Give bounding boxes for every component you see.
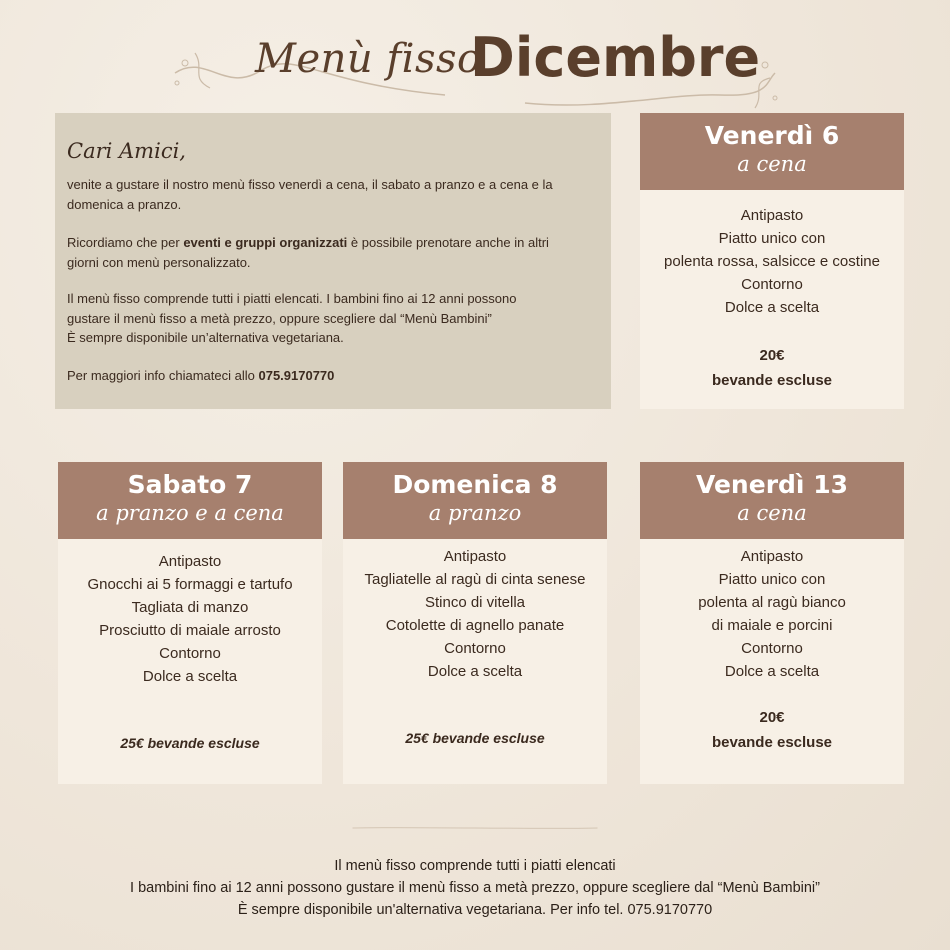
menu-item: Dolce a scelta [724,299,820,316]
menu-item: Piatto unico con [718,230,826,247]
intro-p3-line: gustare il menù fisso a metà prezzo, oppure scegliere dal “Menù Bambini” [67,310,492,326]
divider [230,827,720,829]
card-header [640,113,904,190]
footer-notes [0,855,950,921]
menu-item: Dolce a scelta [427,663,523,680]
card-header [640,462,904,539]
intro-p2-text-end: è possibile prenotare anche in altri giorni con menù personalizzato. [67,235,549,270]
card-venerdi-6 [640,113,904,409]
intro-p4-text: Per maggiori info chiamateci allo [67,368,259,383]
intro-p3-line: Il menù fisso comprende tutti i piatti elencati. I bambini fino ai 12 anni possono [67,291,517,306]
card-subtitle: a cena [737,501,807,525]
menu-item: polenta rossa, salsicce e costine [664,253,880,270]
menu-item: Antipasto [158,553,222,570]
intro-paragraph-1: venite a gustare il nostro menù fisso venerdì a cena, il sabato a pranzo e a cena e la domenica a pranzo. [67,177,553,212]
menu-item: Gnocchi ai 5 formaggi e tartufo [87,576,293,593]
header [0,18,950,98]
card-price: 25€ bevande escluse [405,730,545,746]
footer-line: Il menù fisso comprende tutti i piatti elencati [334,858,616,874]
card-menu-list [640,545,904,683]
card-price: 20€ [759,709,785,726]
month-title: Dicembre [470,26,761,89]
footer-line: È sempre disponibile un'alternativa vegetariana. Per info tel. 075.9170770 [237,902,713,918]
intro-paragraph-4 [67,366,587,386]
menu-item: Prosciutto di maiale arrosto [99,622,281,639]
card-subtitle: a cena [737,152,807,176]
menu-item: Contorno [741,276,803,293]
footer-line: I bambini fino ai 12 anni possono gustare il menù fisso a metà prezzo, oppure scegliere dal “Menù Bambini” [130,880,820,896]
phone-number: 075.9170770 [258,368,335,383]
menu-item: Contorno [159,645,221,662]
menu-item: Contorno [444,640,506,657]
card-subtitle: a pranzo [428,501,522,525]
menu-item: Antipasto [740,548,804,565]
card-price-note: bevande escluse [711,734,833,751]
card-header [343,462,607,539]
menu-item: Antipasto [740,207,804,224]
card-menu-list [343,545,607,683]
menu-item: Contorno [741,640,803,657]
intro-greeting: Cari Amici, [67,139,186,163]
intro-paragraph-2 [67,233,577,272]
card-sabato-7 [58,462,322,784]
card-price-note: bevande escluse [711,372,833,389]
card-menu-list [640,204,904,319]
card-header [58,462,322,539]
intro-p3-line: È sempre disponibile un’alternativa vegetariana. [67,330,344,345]
intro-p2-bold: eventi e gruppi organizzati [183,235,348,250]
menu-item: di maiale e porcini [711,617,833,634]
card-day: Venerdì 6 [704,121,840,150]
menu-item: Antipasto [443,548,507,565]
menu-item: Piatto unico con [718,571,826,588]
menu-item: Stinco di vitella [424,594,526,611]
menu-item: Tagliatelle al ragù di cinta senese [364,571,586,588]
menu-item: Dolce a scelta [724,663,820,680]
menu-item: Cotolette di agnello panate [385,617,565,634]
menu-item: Dolce a scelta [142,668,238,685]
menu-item: Tagliata di manzo [131,599,249,616]
card-day: Sabato 7 [127,470,253,499]
menu-item: polenta al ragù bianco [698,594,846,611]
intro-paragraph-3 [67,289,587,348]
card-day: Domenica 8 [392,470,558,499]
card-price: 20€ [759,347,785,364]
intro-box [55,113,611,409]
card-venerdi-13 [640,462,904,784]
card-day: Venerdì 13 [696,470,848,499]
intro-p2-text: Ricordiamo che per [67,235,184,250]
menu-script-title: Menù fisso [255,36,482,82]
card-menu-list [58,550,322,688]
card-price: 25€ bevande escluse [120,735,260,751]
card-domenica-8 [343,462,607,784]
card-subtitle: a pranzo e a cena [96,501,284,525]
